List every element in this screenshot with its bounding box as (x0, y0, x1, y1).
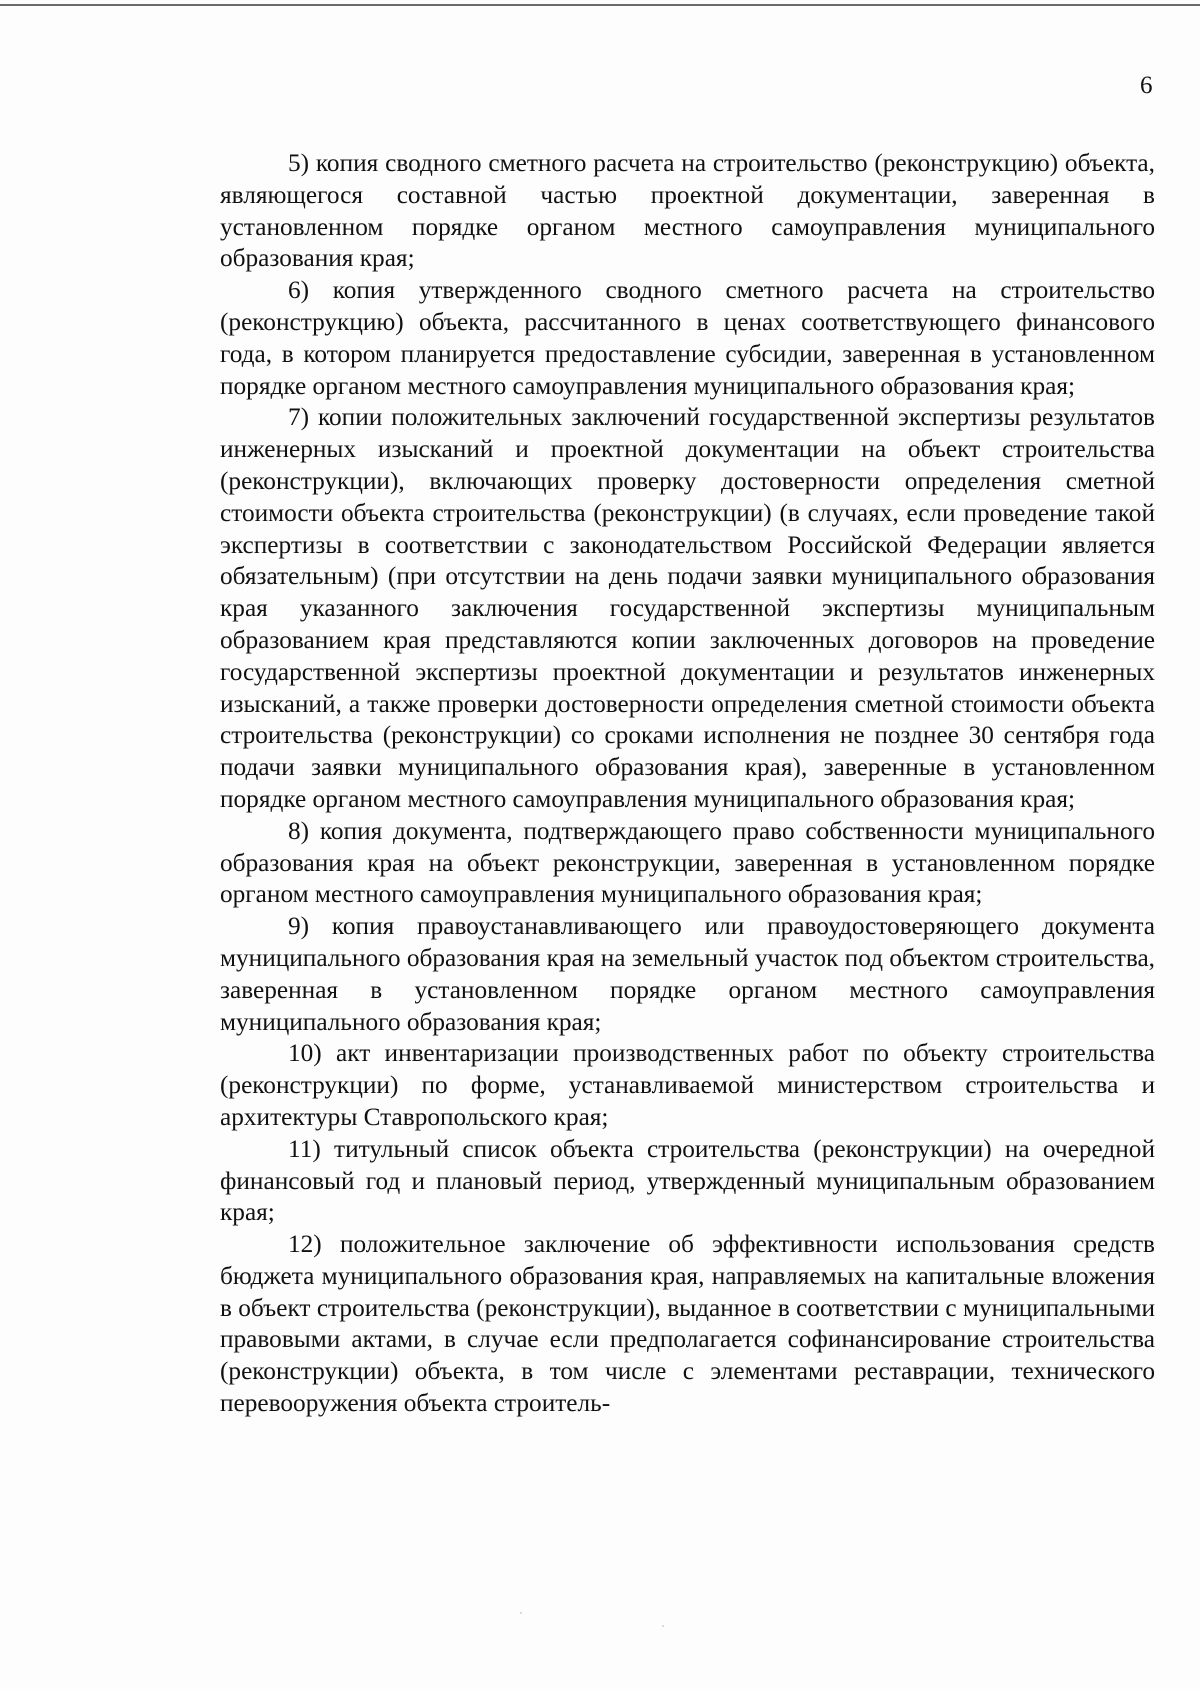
document-body (220, 148, 1155, 1420)
scan-speck (662, 1625, 664, 1627)
page-number: 6 (1140, 72, 1153, 99)
scan-top-border (0, 4, 1200, 6)
list-item-8: 8) копия документа, подтверждающего право собственности муниципального образования края на объект реконструкции, заверенная в установленном порядке органом местного самоуправления муниципального образования края; (220, 816, 1155, 909)
list-item-10: 10) акт инвентаризации производственных работ по объекту строительства (реконструкции) по форме, устанавливаемой министерством строительства и архитектуры Ставропольского края; (220, 1039, 1155, 1131)
list-item-11: 11) титульный список объекта строительства (реконструкции) на очередной финансовый год и плановый период, утвержденный муниципальным образованием края; (220, 1134, 1155, 1227)
list-item-6: 6) копия утвержденного сводного сметного расчета на строительство (реконструкцию) объекта, рассчитанного в ценах соответствующего финансового года, в котором планируется предоставление субсидии, заверенная в установленном порядке органом местного самоуправления муниципального образования края; (220, 276, 1155, 400)
list-item-7: 7) копии положительных заключений государственной экспертизы результатов инженерных изысканий и проектной документации на объект строительства (реконструкции), включающих проверку достоверности определения сметной стоимости объекта строительства (реконструкции) (в случаях, если проведение такой экспертизы в соответствии с законодательством Российской Федерации является обязательным) (при отсутствии на день подачи заявки муниципального образования края указанного заключения государственной экспертизы муниципальным образованием края представляются копии заключенных договоров на проведение государственной экспертизы проектной документации и результатов инженерных изысканий, а также проверки достоверности определения сметной стоимости объекта строительства (реконструкции) со сроками исполнения не позднее 30 сентября года подачи заявки муниципального образования края), заверенные в установленном порядке органом местного самоуправления муниципального образования края; (220, 403, 1155, 813)
scan-speck (520, 1612, 522, 1614)
list-item-5: 5) копия сводного сметного расчета на строительство (реконструкцию) объекта, являющегося составной частью проектной документации, заверенная в установленном порядке органом местного самоуправления муниципального образования края; (220, 149, 1155, 273)
list-item-12: 12) положительное заключение об эффективности использования средств бюджета муниципального образования края, направляемых на капитальные вложения в объект строительства (реконструкции), выданное в соответствии с муниципальными правовыми актами, в случае если предполагается софинансирование строительства (реконструкции) объекта, в том числе с элементами реставрации, технического перевооружения объекта строитель- (220, 1230, 1155, 1418)
list-item-9: 9) копия правоустанавливающего или правоудостоверяющего документа муниципального образования края на земельный участок под объектом строительства, заверенная в установленном порядке органом местного самоуправления муниципального образования края; (220, 912, 1156, 1036)
